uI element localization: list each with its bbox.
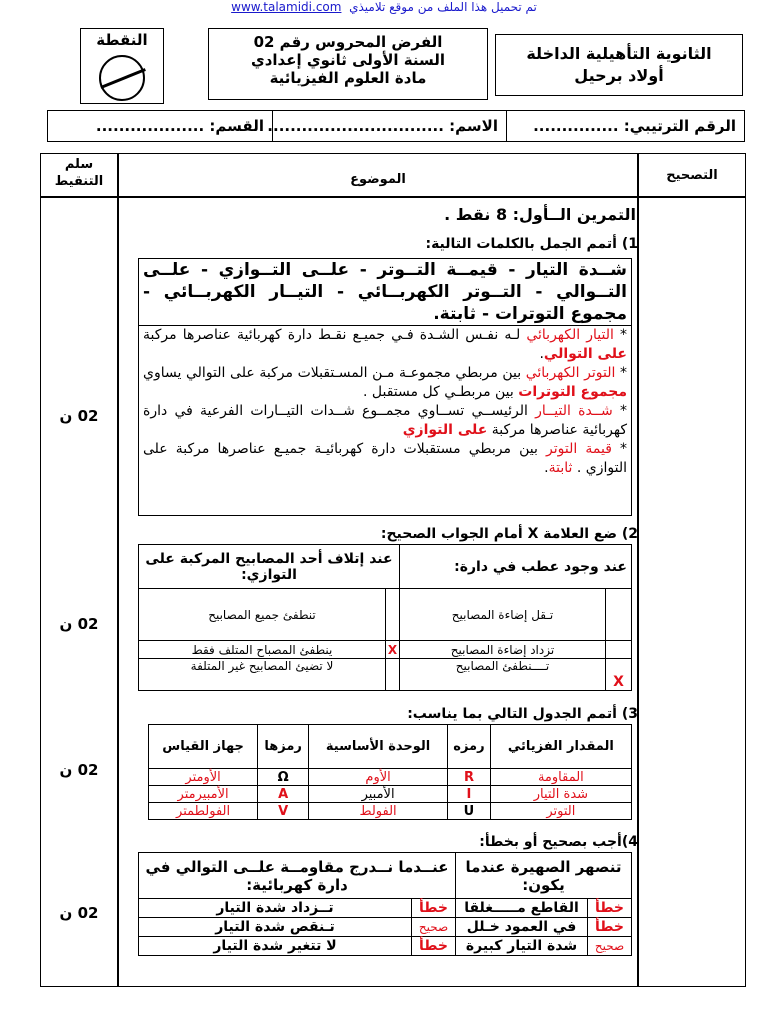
q2-mark[interactable]: X	[606, 659, 632, 691]
q2-option: تنطفئ جميع المصابيح	[139, 589, 386, 641]
q2-checkbox[interactable]	[606, 589, 632, 641]
exam-title: الفرض المحروس رقم 02	[253, 33, 443, 51]
q2-checkbox[interactable]	[386, 589, 400, 641]
answer: على التوازي	[402, 422, 488, 438]
site-link[interactable]: www.talamidi.com	[231, 0, 342, 14]
q3-cell: الفولط	[309, 803, 448, 820]
exam-level: السنة الأولى ثانوي إعدادي	[250, 51, 446, 69]
answer: مجموع التوترات	[518, 384, 627, 400]
q3-cell: R	[448, 769, 491, 786]
q3-cell: الفولطمتر	[149, 803, 258, 820]
school-box	[495, 34, 743, 96]
answer: شــدة التيــار	[535, 403, 613, 419]
answer: على التوالي	[543, 346, 627, 362]
q3-cell: الأوم	[309, 769, 448, 786]
q4-prompt: 4)أجب بصحيح أو بخطأ:	[479, 834, 638, 850]
answer: التيار الكهربائي	[526, 327, 614, 343]
grade-circle-icon	[99, 55, 145, 101]
q3-table	[148, 724, 632, 820]
q4-statement: القاطع مـــــغلقا	[456, 899, 588, 918]
download-banner	[0, 0, 768, 18]
answer: ثابتة	[548, 460, 573, 476]
q3-cell: I	[448, 786, 491, 803]
q2-option: لا تضيئ المصابيح غير المتلفة	[139, 659, 386, 691]
q3-header: جهاز القياس	[149, 725, 258, 769]
exam-subject: مادة العلوم الفيزيائية	[269, 69, 427, 87]
q4-statement: في العمود خـلل	[456, 918, 588, 937]
q3-prompt: 3) أتمم الجدول التالي بما يناسب:	[407, 706, 638, 722]
sentence-4: * قيمة التوتر بين مربطي مستقبلات دارة كهربائيـة جميـع عناصرها مركبة على التوازي . ثابتة.	[143, 441, 628, 476]
q3-header: رمزها	[258, 725, 309, 769]
q2-option: تزداد إضاءة المصابيح	[400, 641, 606, 659]
correction-header: التصحيح	[666, 168, 718, 183]
q3-cell: A	[258, 786, 309, 803]
school-town: أولاد برحيل	[574, 66, 664, 85]
q1-prompt: 1) أتمم الجمل بالكلمات التالية:	[425, 236, 638, 252]
q2-table	[138, 544, 632, 691]
q2-mark[interactable]: X	[386, 641, 400, 659]
q4-answer[interactable]: خطأ	[588, 918, 632, 937]
q3-cell: V	[258, 803, 309, 820]
q2-checkbox[interactable]	[386, 659, 400, 691]
q3-cell: شدة التيار	[490, 786, 631, 803]
q4-head-right: تنصهر الصهيرة عندما يكون:	[456, 853, 632, 899]
q4-answer[interactable]: صحيح	[412, 918, 456, 937]
q2-option: تــــنطفئ المصابيح	[400, 659, 606, 691]
q4-answer[interactable]: خطأ	[412, 937, 456, 956]
q2-prompt: 2) ضع العلامة X أمام الجواب الصحيح:	[380, 526, 638, 542]
score-q4: 02 ن	[59, 904, 99, 922]
sentence-3: * شــدة التيــار الرئيســي تســاوي مجمــوع شــدات التيــارات الفرعية في دارة كهربائية عناصرها مركبة على التوازي	[143, 403, 627, 438]
word-bank: شــدة التيار - قيمــة التــوتر - علــى التــوازي - علــى التــوالي - التــوتر الكهربــائي - التيــار الكهربــائي - مجموع التوترات - ثابتة.	[138, 258, 632, 326]
q4-head-left: عنــدما نــدرج مقاومــة علــى التوالي في دارة كهربائية:	[139, 853, 456, 899]
subject-header: الموضوع	[350, 172, 406, 187]
q2-checkbox[interactable]	[606, 641, 632, 659]
name-field[interactable]: الاسم: ...............................	[272, 111, 506, 141]
q2-option: تـقل إضاءة المصابيح	[400, 589, 606, 641]
class-field[interactable]: القسم: ...................	[95, 117, 264, 135]
exam-info-box	[208, 28, 488, 100]
scale-header: سلم التنقيط	[54, 157, 104, 189]
sentence-1: * التيار الكهربائي لـه نفـس الشـدة فـي جميـع نقـط دارة كهربائية عناصرها مركبة على التوالي.	[143, 327, 628, 362]
q3-cell: الأمبيرمتر	[149, 786, 258, 803]
school-name: الثانوية التأهيلية الداخلة	[526, 44, 712, 63]
grade-box	[80, 28, 164, 104]
number-field[interactable]: الرقم الترتيبي: ...............	[506, 111, 744, 141]
q3-cell: التوتر	[490, 803, 631, 820]
score-q1: 02 ن	[59, 407, 99, 425]
q3-header: الوحدة الأساسية	[309, 725, 448, 769]
q3-cell: U	[448, 803, 491, 820]
sentence-2: * التوتر الكهربائي بين مربطي مجموعـة مـن المسـتقبلات مركبة على التوالي يساوي مجموع التوترات بين مربطـي كل مستقبل .	[143, 365, 627, 400]
q4-statement: لا تتغير شدة التيار	[139, 937, 412, 956]
q2-head-left: عند إتلاف أحد المصابيح المركبة على التوازي:	[139, 545, 400, 589]
banner-message: تم تحميل هذا الملف من موقع تلاميذي	[349, 0, 537, 14]
q3-cell: المقاومة	[490, 769, 631, 786]
answer: التوتر الكهربائي	[525, 365, 616, 381]
q4-answer[interactable]: خطأ	[588, 899, 632, 918]
q3-cell: الأومتر	[149, 769, 258, 786]
student-id-row	[47, 110, 745, 142]
q4-table	[138, 852, 632, 956]
score-q3: 02 ن	[59, 761, 99, 779]
q4-statement: شدة التيار كبيرة	[456, 937, 588, 956]
q4-answer[interactable]: صحيح	[588, 937, 632, 956]
q2-option: ينطفئ المصباح المتلف فقط	[139, 641, 386, 659]
q3-header: رمزه	[448, 725, 491, 769]
answer: قيمة التوتر	[546, 441, 612, 457]
q4-statement: تــزداد شدة التيار	[139, 899, 412, 918]
q4-statement: تـنقص شدة التيار	[139, 918, 412, 937]
score-q2: 02 ن	[59, 615, 99, 633]
q3-cell: Ω	[258, 769, 309, 786]
q2-head-right: عند وجود عطب في دارة:	[400, 545, 632, 589]
grade-title: النقطة	[96, 31, 148, 49]
q3-header: المقدار الفزيائي	[490, 725, 631, 769]
q1-sentences	[138, 326, 632, 516]
q4-answer[interactable]: خطأ	[412, 899, 456, 918]
q3-cell: الأمبير	[309, 786, 448, 803]
exercise-title: التمرين الــأول: 8 نقط .	[444, 205, 636, 224]
